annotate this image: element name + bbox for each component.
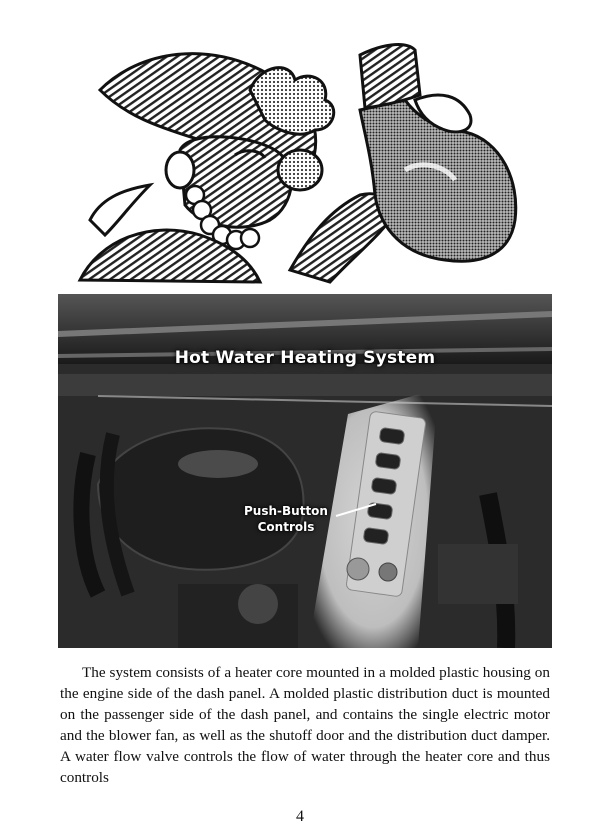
engine-photo	[58, 294, 552, 648]
cartoon-illustration	[60, 20, 560, 288]
callout-line-2: Controls	[257, 520, 315, 534]
page-number: 4	[296, 808, 304, 825]
body-paragraph: The system consists of a heater core mounted in a molded plastic housing on the engine side of the dash panel. A molded plastic distribution duct is mounted on the passenger side of the dash panel, and contains the single electric motor and the blower fan, as well as the shutoff door and the distribution duct damper. A water flow valve controls the flow of water through the heater core and thus controls	[60, 664, 550, 786]
push-button-callout	[226, 503, 346, 535]
photo-title: Hot Water Heating System	[174, 348, 436, 368]
callout-line-1: Push-Button	[244, 504, 328, 518]
